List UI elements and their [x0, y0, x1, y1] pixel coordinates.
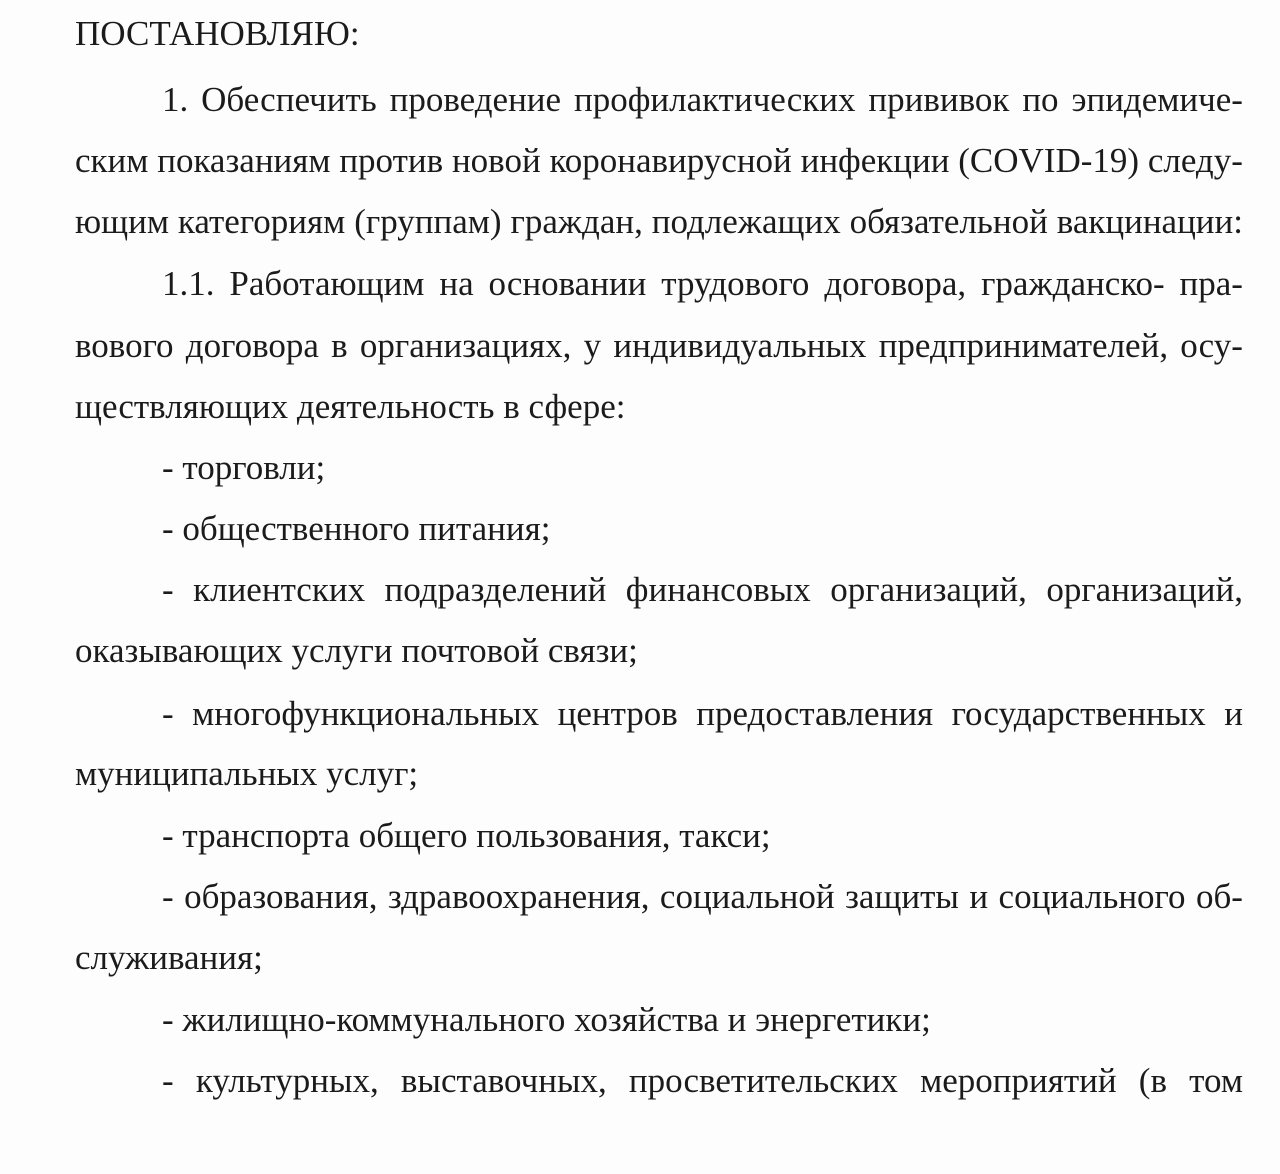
- word: -: [162, 570, 174, 609]
- word: вакцинации:: [1056, 202, 1243, 241]
- word: на: [439, 264, 474, 303]
- word: -: [162, 1061, 174, 1100]
- word: против: [339, 141, 444, 180]
- word: образования,: [184, 877, 378, 916]
- word: обязательной: [849, 202, 1048, 241]
- word: проведение: [389, 80, 562, 119]
- word: выставочных,: [400, 1061, 607, 1100]
- word: Обеспечить: [201, 80, 377, 119]
- list-item-continuation: оказывающих услуги почтовой связи;: [75, 631, 638, 670]
- word: организаций,: [830, 570, 1027, 609]
- paragraph-line: [75, 202, 1243, 242]
- paragraph-line: [162, 80, 1243, 120]
- word: инфекции: [800, 141, 950, 180]
- word: договора,: [824, 264, 967, 303]
- word: культурных,: [195, 1061, 379, 1100]
- word: показаниям: [157, 141, 331, 180]
- document-heading: ПОСТАНОВЛЯЮ:: [75, 14, 360, 53]
- word: и: [1224, 694, 1243, 733]
- list-item: [162, 570, 1243, 610]
- word: (группам): [354, 202, 502, 241]
- word: защиты: [845, 877, 959, 916]
- word: коронавирусной: [549, 141, 792, 180]
- paragraph-line: [75, 326, 1243, 366]
- word: новой: [451, 141, 541, 180]
- word: центров: [557, 694, 678, 733]
- word: прививок: [868, 80, 1010, 119]
- word: по: [1022, 80, 1059, 119]
- word: организациях,: [359, 326, 572, 365]
- word: у: [583, 326, 602, 365]
- word: предоставления: [696, 694, 934, 733]
- word: пра-: [1179, 264, 1243, 303]
- word: индивидуальных: [613, 326, 867, 365]
- word: организаций,: [1046, 570, 1243, 609]
- word: категориям: [177, 202, 346, 241]
- word: и: [969, 877, 989, 916]
- word: просветительских: [628, 1061, 898, 1100]
- list-item: [162, 1061, 1243, 1101]
- word: финансовых: [625, 570, 811, 609]
- list-item-continuation: служивания;: [75, 938, 263, 977]
- word: клиентских: [193, 570, 366, 609]
- word: том: [1189, 1061, 1243, 1100]
- paragraph-line: [75, 141, 1243, 181]
- word: осу-: [1180, 326, 1243, 365]
- word: мероприятий: [920, 1061, 1117, 1100]
- word: Работающим: [229, 264, 425, 303]
- word: трудового: [661, 264, 810, 303]
- list-item: - жилищно-коммунального хозяйства и энергетики;: [162, 1000, 931, 1039]
- word: подразделений: [384, 570, 607, 609]
- word: социальной: [659, 877, 835, 916]
- word: вового: [75, 326, 174, 365]
- word: ским: [75, 141, 149, 180]
- word: предпринимателей,: [878, 326, 1169, 365]
- word: основании: [488, 264, 647, 303]
- list-item: [162, 694, 1243, 734]
- word: 1.1.: [162, 264, 215, 303]
- word: социального: [998, 877, 1186, 916]
- word: эпидемиче-: [1071, 80, 1243, 119]
- word: профилактических: [573, 80, 856, 119]
- word: граждан,: [510, 202, 643, 241]
- list-item: [162, 877, 1243, 917]
- word: многофункциональных: [192, 694, 540, 733]
- word: договора: [185, 326, 319, 365]
- word: об-: [1195, 877, 1243, 916]
- list-item-continuation: муниципальных услуг;: [75, 754, 419, 793]
- list-item: - транспорта общего пользования, такси;: [162, 816, 771, 855]
- word: государственных: [951, 694, 1206, 733]
- paragraph-line: [162, 264, 1243, 304]
- word: 1.: [162, 80, 189, 119]
- paragraph-line: ществляющих деятельность в сфере:: [75, 387, 626, 426]
- word: здравоохранения,: [387, 877, 650, 916]
- word: -: [162, 694, 174, 733]
- word: подлежащих: [651, 202, 841, 241]
- word: (COVID-19): [958, 141, 1140, 180]
- list-item: - общественного питания;: [162, 509, 551, 548]
- word: -: [162, 877, 174, 916]
- word: гражданско-: [981, 264, 1165, 303]
- word: следу-: [1147, 141, 1243, 180]
- word: ющим: [75, 202, 169, 241]
- list-item: - торговли;: [162, 448, 326, 487]
- word: в: [331, 326, 348, 365]
- word: (в: [1138, 1061, 1167, 1100]
